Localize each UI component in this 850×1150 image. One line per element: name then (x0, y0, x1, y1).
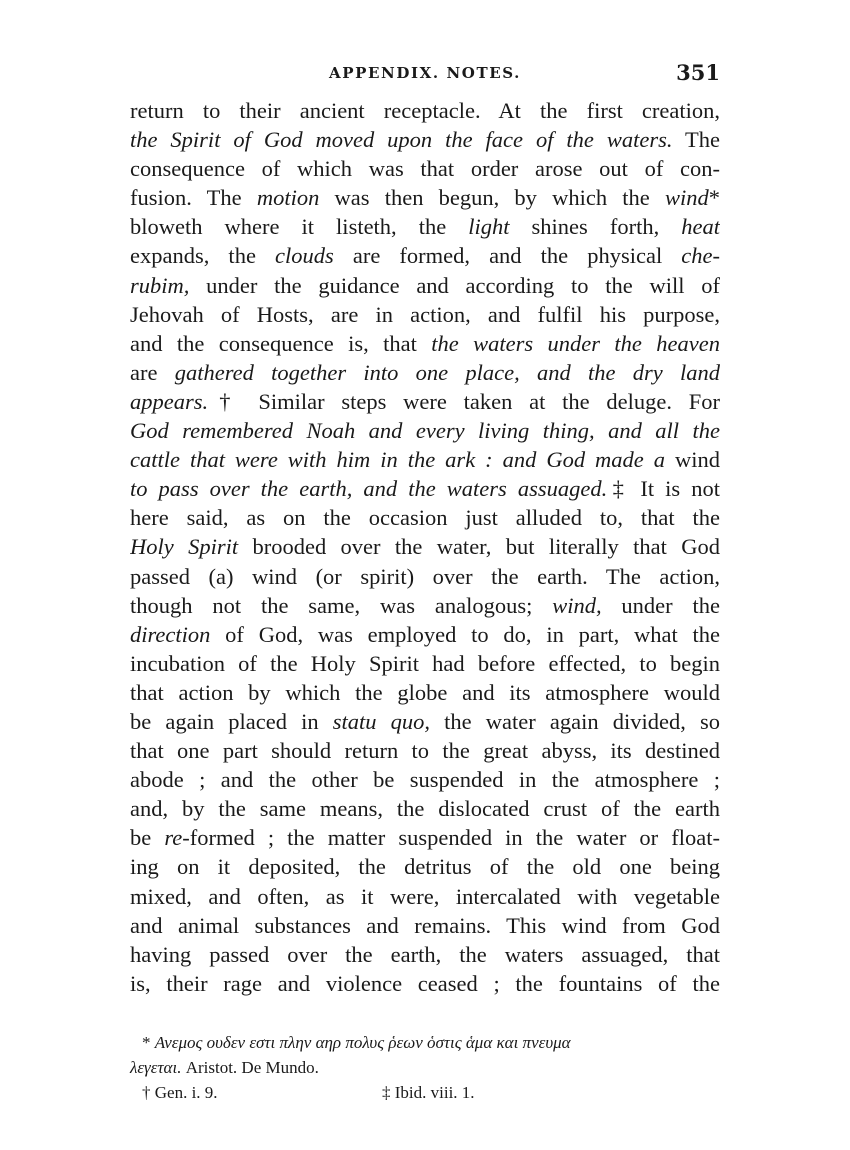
running-title: APPENDIX. NOTES. (329, 64, 521, 82)
text-segment: * (708, 185, 720, 211)
text-segment: and animal substances and remains. This wind from God (130, 912, 720, 938)
italic-text: statu quo, (332, 708, 430, 734)
italic-text: direction (130, 621, 211, 647)
text-segment: incubation of the Holy Spirit had before effected, to begin (130, 650, 720, 676)
text-line (130, 183, 720, 212)
text-segment: that action by which the globe and its atmosphere would (130, 679, 720, 705)
text-segment: consequence of which was that order arose out of con- (130, 156, 720, 182)
text-line (130, 271, 720, 300)
text-line (130, 241, 720, 270)
italic-text: wind (664, 185, 709, 211)
text-segment: † Similar steps were taken at the deluge. For (208, 388, 720, 414)
italic-text: to pass over the earth, and the waters assuaged. (130, 476, 608, 502)
text-line (130, 823, 720, 852)
text-line (130, 882, 720, 911)
text-segment: abode ; and the other be suspended in the atmosphere ; (130, 767, 720, 793)
italic-text: the waters under the heaven (431, 330, 720, 356)
text-line (130, 678, 720, 707)
text-line (130, 649, 720, 678)
text-segment: and the consequence is, that (130, 330, 432, 356)
text-line (130, 765, 720, 794)
text-segment: are formed, and the physical (333, 243, 682, 269)
italic-text: wind, (552, 592, 602, 618)
text-line (130, 96, 720, 125)
italic-text: re- (164, 825, 190, 851)
text-segment: is, their rage and violence ceased ; the fountains of the (130, 970, 720, 996)
text-segment: under the guidance and according to the will of (189, 272, 720, 298)
footnote-star-greek: Ανεμος ουδεν εστι πλην αηρ πολυς ῥεων ὁστις ἁμα και πνευμα (154, 1033, 571, 1052)
text-segment: that one part should return to the great abyss, its destined (130, 738, 720, 764)
text-line (130, 212, 720, 241)
italic-text: motion (256, 185, 320, 211)
text-segment: Jehovah of Hosts, are in action, and fulfil his purpose, (130, 301, 720, 327)
text-line (130, 591, 720, 620)
text-line (130, 474, 720, 503)
text-segment: expands, the (130, 243, 276, 269)
italic-text: light (468, 214, 510, 240)
footnote-double-dagger: ‡ Ibid. viii. 1. (382, 1083, 475, 1102)
text-line (130, 125, 720, 154)
text-segment: are (130, 359, 175, 385)
page-number: 351 (676, 60, 720, 85)
text-line (130, 300, 720, 329)
text-line (130, 969, 720, 998)
text-segment: mixed, and often, as it were, intercalated with vegetable (130, 883, 720, 909)
text-segment: be again placed in (130, 708, 333, 734)
text-line (130, 911, 720, 940)
text-segment: The (672, 127, 720, 153)
text-segment: be (130, 825, 165, 851)
text-line (130, 503, 720, 532)
text-segment: and, by the same means, the dislocated crust of the earth (130, 796, 720, 822)
italic-text: gathered together into one place, and the dry land (174, 359, 720, 385)
text-segment: brooded over the water, but literally that God (238, 534, 720, 560)
italic-text: clouds (275, 243, 334, 269)
text-line (130, 154, 720, 183)
footnotes (130, 1030, 720, 1105)
text-segment: formed ; the matter suspended in the water or float- (189, 825, 720, 851)
text-segment: the water again divided, so (430, 708, 720, 734)
italic-text: cattle that were with him in the ark : and God made a (130, 447, 666, 473)
text-segment: here said, as on the occasion just alluded to, that the (130, 505, 720, 531)
text-line (130, 358, 720, 387)
italic-text: rubim, (130, 272, 190, 298)
footnote-dagger: † Gen. i. 9. (142, 1083, 218, 1102)
text-line (130, 736, 720, 765)
text-segment: fusion. The (130, 185, 257, 211)
footnote-star-marker: * (142, 1033, 151, 1052)
text-segment: shines forth, (509, 214, 682, 240)
text-line (130, 562, 720, 591)
text-segment: under the (601, 592, 720, 618)
italic-text: Holy Spirit (130, 534, 239, 560)
text-line (130, 329, 720, 358)
italic-text: the Spirit of God moved upon the face of the waters. (130, 127, 673, 153)
footnote-star-line-2 (130, 1055, 720, 1080)
footnote-star-line-1 (130, 1030, 720, 1055)
text-line (130, 532, 720, 561)
text-segment: bloweth where it listeth, the (130, 214, 469, 240)
footnote-refs-line (130, 1080, 720, 1105)
body-text (130, 96, 720, 998)
text-segment: ‡ It is not (607, 476, 720, 502)
italic-text: appears. (130, 388, 209, 414)
text-line (130, 620, 720, 649)
text-line (130, 940, 720, 969)
footnote-star-source: Aristot. De Mundo. (185, 1058, 319, 1077)
text-segment: passed (a) wind (or spirit) over the earth. The action, (130, 563, 720, 589)
text-segment: wind (665, 447, 720, 473)
italic-text: che- (681, 243, 720, 269)
text-segment: was then begun, by which the (319, 185, 665, 211)
text-line (130, 445, 720, 474)
text-line (130, 416, 720, 445)
text-segment: of God, was employed to do, in part, what the (210, 621, 720, 647)
footnote-star-greek-cont: λεγεται. (130, 1058, 182, 1077)
italic-text: God remembered Noah and every living thing, and all the (130, 418, 720, 444)
text-segment: ing on it deposited, the detritus of the old one being (130, 854, 720, 880)
text-line (130, 707, 720, 736)
text-line (130, 387, 720, 416)
text-line (130, 794, 720, 823)
italic-text: heat (681, 214, 720, 240)
text-line (130, 852, 720, 881)
text-segment: return to their ancient receptacle. At the first creation, (130, 98, 720, 123)
text-segment: having passed over the earth, the waters assuaged, that (130, 941, 720, 967)
running-head (130, 60, 720, 88)
text-segment: though not the same, was analogous; (130, 592, 553, 618)
